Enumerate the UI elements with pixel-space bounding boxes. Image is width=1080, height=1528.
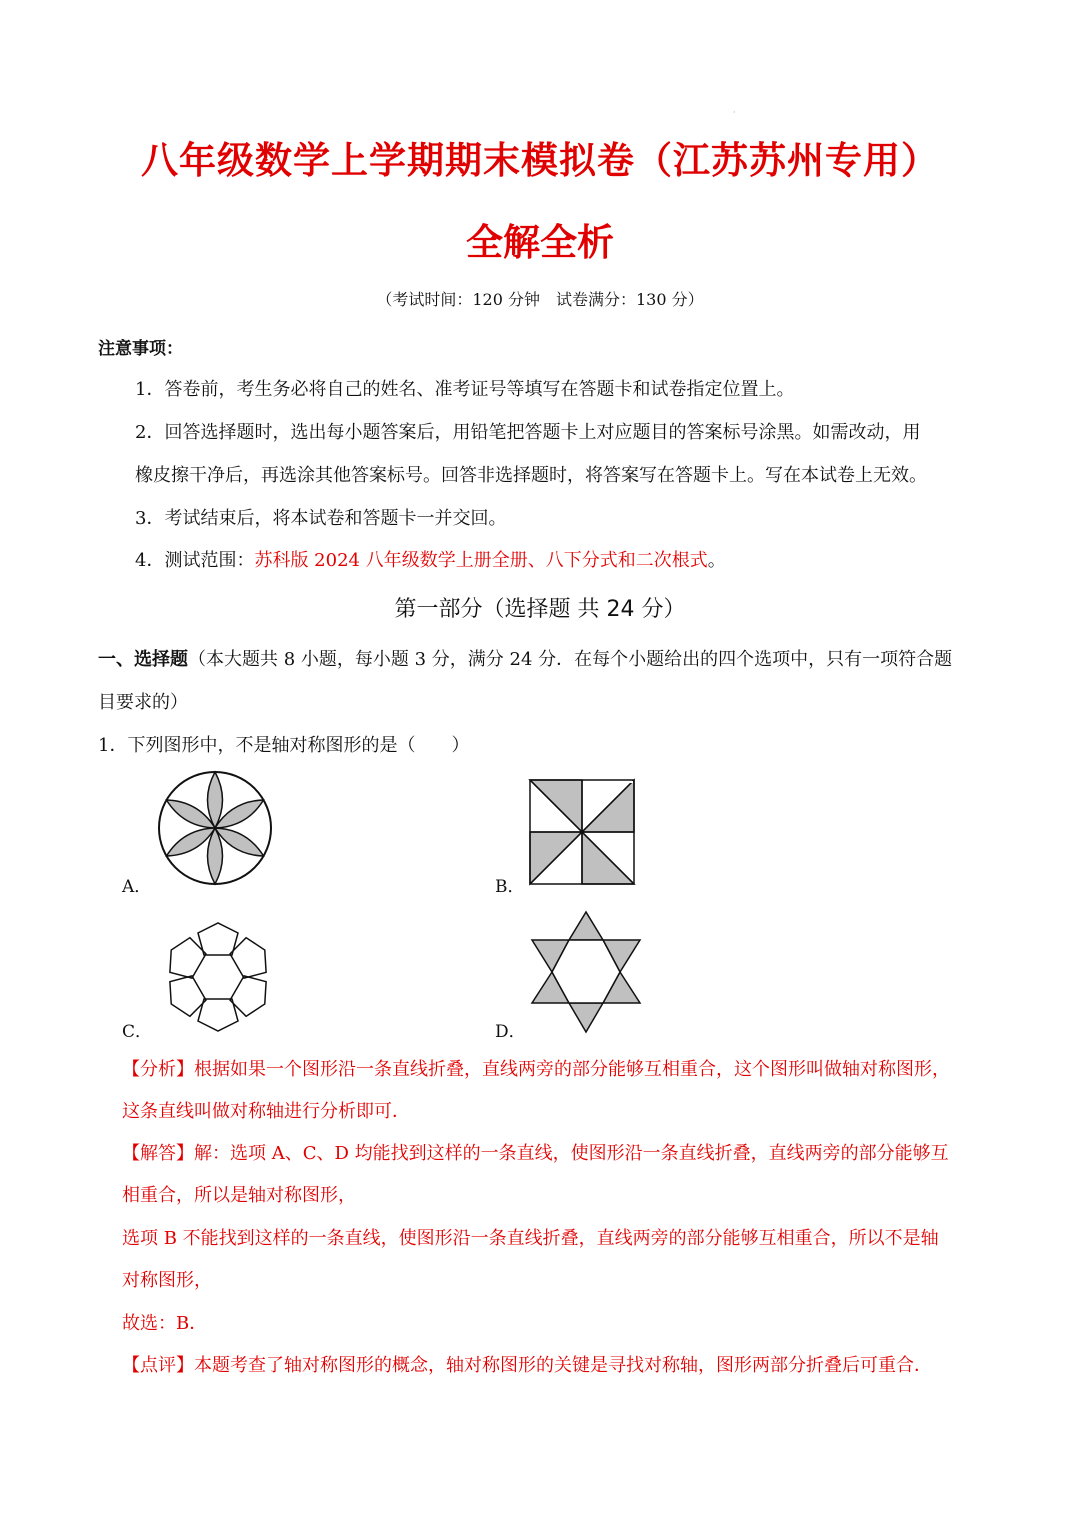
- comment-text: 本题考查了轴对称图形的概念，轴对称图形的关键是寻找对称轴，图形两部分折叠后可重合．: [194, 1355, 932, 1376]
- option-b-outline: [530, 780, 634, 884]
- option-a-petals: [163, 772, 267, 884]
- option-c-label: C．: [122, 1022, 153, 1042]
- question-1-stem: 1．下列图形中，不是轴对称图形的是（ ）: [98, 735, 470, 756]
- test-scope: 苏科版 2024 八年级数学上册全册、八下分式和二次根式: [254, 550, 708, 571]
- solution-line-2: 相重合，所以是轴对称图形，: [122, 1185, 356, 1206]
- section-type-label: 一、选择题: [98, 649, 188, 670]
- notice-item-4: [135, 546, 726, 572]
- option-b-figure: [528, 778, 636, 886]
- notice-item-2-line1: 2．回答选择题时，选出每小题答案后，用铅笔把答题卡上对应题目的答案标号涂黑。如需改动，用: [135, 422, 921, 443]
- solution-text-1: 解：选项 A、C、D 均能找到这样的一条直线，使图形沿一条直线折叠，直线两旁的部分能够互: [194, 1143, 949, 1164]
- solution-line-3: 选项 B 不能找到这样的一条直线，使图形沿一条直线折叠，直线两旁的部分能够互相重合，所以不是轴: [122, 1228, 939, 1249]
- section-desc-line1: （本大题共 8 小题，每小题 3 分，满分 24 分．在每个小题给出的四个选项中，只有一项符合题: [188, 649, 953, 670]
- section-desc-line2: 目要求的）: [98, 692, 188, 713]
- section-description: [98, 645, 952, 671]
- page-title: 八年级数学上学期期末模拟卷（江苏苏州专用）: [141, 139, 939, 182]
- section-title: 第一部分（选择题 共 24 分）: [394, 597, 686, 622]
- notice-item-4-end: 。: [707, 550, 726, 571]
- comment-tag: 【点评】: [122, 1355, 194, 1376]
- page-subtitle: 全解全析: [466, 221, 614, 264]
- exam-info: （考试时间：120 分钟 试卷满分：130 分）: [376, 290, 704, 309]
- scan-dot: ·: [733, 108, 736, 117]
- option-c-figure: [152, 922, 284, 1032]
- comment-line: [122, 1351, 932, 1377]
- notice-heading: 注意事项：: [98, 339, 183, 359]
- option-a-figure: [157, 770, 273, 886]
- analysis-text-1: 根据如果一个图形沿一条直线折叠，直线两旁的部分能够互相重合，这个图形叫做轴对称图形，: [194, 1059, 950, 1080]
- option-b-label: B．: [495, 877, 525, 897]
- solution-tag: 【解答】: [122, 1143, 194, 1164]
- option-b-corner-cuts: [584, 781, 633, 783]
- option-c-pentagons: [161, 923, 275, 1031]
- option-a-label: A．: [122, 877, 152, 897]
- notice-item-4-prefix: 4．测试范围：: [135, 550, 255, 571]
- notice-item-2-line2: 橡皮擦干净后，再选涂其他答案标号。回答非选择题时，将答案写在答题卡上。写在本试卷上无效。: [135, 465, 927, 486]
- option-d-label: D．: [495, 1022, 526, 1042]
- option-d-figure: [530, 910, 642, 1034]
- analysis-line-1: [122, 1055, 950, 1081]
- analysis-tag: 【分析】: [122, 1059, 194, 1080]
- notice-item-1: 1．答卷前，考生务必将自己的姓名、准考证号等填写在答题卡和试卷指定位置上。: [135, 379, 795, 400]
- solution-line-1: [122, 1139, 949, 1165]
- solution-line-4: 对称图形，: [122, 1270, 212, 1291]
- notice-item-3: 3．考试结束后，将本试卷和答题卡一并交回。: [135, 508, 507, 529]
- solution-line-5: 故选：B．: [122, 1313, 208, 1334]
- analysis-line-2: 这条直线叫做对称轴进行分析即可．: [122, 1101, 410, 1122]
